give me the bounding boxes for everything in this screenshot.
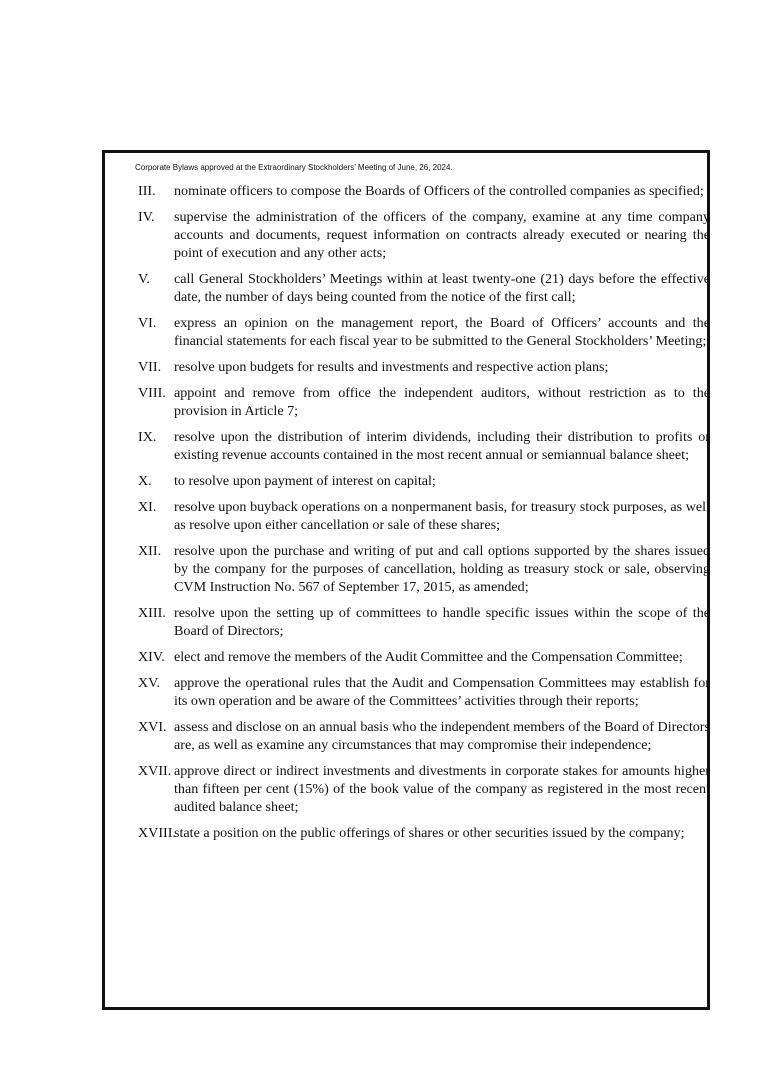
- item-text: state a position on the public offerings of shares or other securities issued by the company;: [174, 825, 685, 841]
- list-item-xvii: [138, 762, 710, 816]
- item-text: resolve upon the distribution of interim dividends, including their distribution to profits or existing revenue accounts contained in the most recent annual or semiannual balance sheet;: [174, 429, 710, 463]
- item-text: resolve upon buyback operations on a nonpermanent basis, for treasury stock purposes, as well as resolve upon either cancellation or sale of these shares;: [174, 499, 710, 533]
- item-text: appoint and remove from office the independent auditors, without restriction as to the provision in Article 7;: [174, 385, 710, 419]
- list-item-iii: [138, 182, 710, 200]
- list-item-xiv: [138, 648, 710, 666]
- item-text: assess and disclose on an annual basis who the independent members of the Board of Directors are, as well as examine any circumstances that may compromise their independence;: [174, 719, 710, 753]
- item-text: call General Stockholders’ Meetings within at least twenty-one (21) days before the effective date, the number of days being counted from the notice of the first call;: [174, 271, 710, 305]
- item-text: approve the operational rules that the Audit and Compensation Committees may establish for its own operation and be aware of the Committees’ activities through their reports;: [174, 675, 710, 709]
- item-numeral: XV.: [138, 675, 161, 691]
- document-frame: [102, 150, 710, 1010]
- item-numeral: XI.: [138, 499, 157, 515]
- article-item-list: [138, 182, 710, 850]
- item-numeral: VI.: [138, 315, 157, 331]
- item-text: express an opinion on the management report, the Board of Officers’ accounts and the financial statements for each fiscal year to be submitted to the General Stockholders’ Meeting;: [174, 315, 710, 349]
- list-item-xiii: [138, 604, 710, 640]
- list-item-viii: [138, 384, 710, 420]
- item-text: resolve upon the setting up of committees to handle specific issues within the scope of the Board of Directors;: [174, 605, 710, 639]
- item-numeral: VII.: [138, 359, 162, 375]
- list-item-xii: [138, 542, 710, 596]
- item-numeral: III.: [138, 183, 156, 199]
- list-item-xi: [138, 498, 710, 534]
- list-item-xvi: [138, 718, 710, 754]
- list-item-x: [138, 472, 710, 490]
- list-item-xviii: [138, 824, 710, 842]
- item-text: resolve upon the purchase and writing of put and call options supported by the shares issued by the company for the purposes of cancellation, holding as treasury stock or sale, observing CVM Instruction No. 567 of September 17, 2015, as amended;: [174, 543, 710, 595]
- list-item-ix: [138, 428, 710, 464]
- item-text: approve direct or indirect investments and divestments in corporate stakes for amounts higher than fifteen per cent (15%) of the book value of the company as registered in the most recent audited balance sheet;: [174, 763, 710, 815]
- item-numeral: XVIII.: [138, 825, 176, 841]
- item-numeral: X.: [138, 473, 152, 489]
- list-item-vi: [138, 314, 710, 350]
- list-item-v: [138, 270, 710, 306]
- item-numeral: XIV.: [138, 649, 165, 665]
- item-text: elect and remove the members of the Audit Committee and the Compensation Committee;: [174, 649, 683, 665]
- item-text: nominate officers to compose the Boards of Officers of the controlled companies as specified;: [174, 183, 704, 199]
- item-text: supervise the administration of the officers of the company, examine at any time company accounts and documents, request information on contracts already executed or nearing the point of execution and any other acts;: [174, 209, 710, 261]
- document-header-note: Corporate Bylaws approved at the Extraordinary Stockholders’ Meeting of June, 26, 2024.: [135, 163, 453, 172]
- item-numeral: IV.: [138, 209, 155, 225]
- item-numeral: V.: [138, 271, 150, 287]
- item-numeral: VIII.: [138, 385, 166, 401]
- item-numeral: XII.: [138, 543, 162, 559]
- list-item-xv: [138, 674, 710, 710]
- item-numeral: XVII.: [138, 763, 172, 779]
- item-text: resolve upon budgets for results and investments and respective action plans;: [174, 359, 609, 375]
- list-item-vii: [138, 358, 710, 376]
- item-numeral: IX.: [138, 429, 157, 445]
- item-numeral: XIII.: [138, 605, 166, 621]
- item-text: to resolve upon payment of interest on capital;: [174, 473, 436, 489]
- list-item-iv: [138, 208, 710, 262]
- item-numeral: XVI.: [138, 719, 167, 735]
